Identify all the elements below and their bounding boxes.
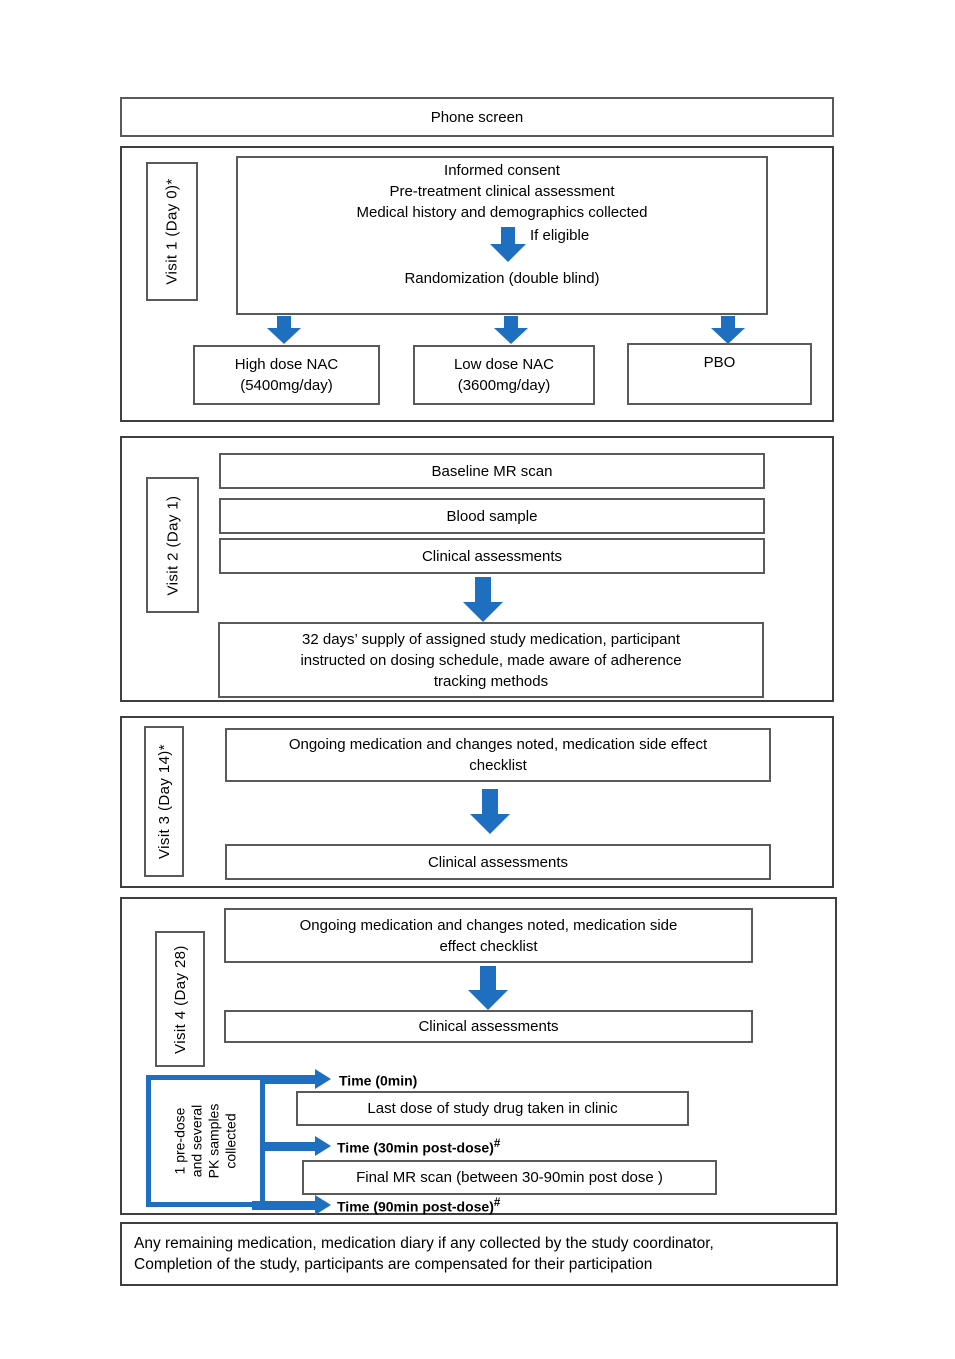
- last-dose-box: [296, 1091, 689, 1126]
- visit1-label: Visit 1 (Day 0)*: [163, 178, 181, 285]
- footer-box: [120, 1222, 838, 1286]
- supply-line-3: tracking methods: [433, 672, 549, 690]
- consent-lines: [236, 160, 768, 223]
- supply-line-1: 32 days’ supply of assigned study medication, participant: [302, 630, 680, 648]
- time-label-90min: Time (90min post-dose)#: [337, 1196, 501, 1215]
- if-eligible-label: If eligible: [530, 227, 590, 244]
- visit2-label: Visit 2 (Day 1): [164, 495, 182, 595]
- baseline-mr-scan-label: Baseline MR scan: [431, 462, 553, 480]
- high-dose-line-1: High dose NAC: [234, 356, 339, 373]
- visit2-clinical-assessments-box: [219, 538, 765, 574]
- footer-text: [122, 1224, 836, 1275]
- visit3-label: Visit 3 (Day 14)*: [155, 744, 173, 859]
- pk-samples-box: [146, 1075, 265, 1207]
- eligible-down-arrow: [490, 227, 526, 262]
- visit4-label: Visit 4 (Day 28): [171, 944, 189, 1054]
- time-arrow-0min: [263, 1069, 331, 1089]
- visit4-clinical-assessments-label: Clinical assessments: [418, 1018, 559, 1035]
- phone-screen-box: [120, 97, 834, 137]
- branch-arrow-low-dose: [494, 316, 528, 344]
- last-dose-label: Last dose of study drug taken in clinic: [367, 1100, 618, 1117]
- high-dose-line-2: (5400mg/day): [240, 377, 333, 394]
- visit2-label-box: [146, 477, 199, 613]
- visit3-ongoing-line-1: Ongoing medication and changes noted, medication side effect: [288, 736, 708, 753]
- pk-samples-label: 1 pre-dose and several PK samples collected: [171, 1103, 239, 1179]
- visit1-label-box: [146, 162, 198, 301]
- visit3-clinical-assessments-label: Clinical assessments: [427, 853, 569, 871]
- arm-box-high-dose: [193, 345, 380, 405]
- randomization-label: Randomization (double blind): [404, 270, 600, 287]
- baseline-mr-scan-box: [219, 453, 765, 489]
- branch-arrow-pbo: [711, 316, 745, 344]
- consent-line-2: Pre-treatment clinical assessment: [389, 183, 615, 200]
- visit4-ongoing-box: [224, 908, 753, 963]
- visit3-down-arrow: [470, 789, 510, 834]
- visit3-label-box: [144, 726, 184, 877]
- arm-box-low-dose: [413, 345, 595, 405]
- visit3-clinical-assessments-box: [225, 844, 771, 880]
- low-dose-line-2: (3600mg/day): [457, 377, 551, 394]
- blood-sample-box: [219, 498, 765, 534]
- arm-box-pbo: [627, 343, 812, 405]
- visit4-down-arrow: [468, 966, 508, 1010]
- visit2-down-arrow: [463, 577, 503, 622]
- supply-box: [218, 622, 764, 698]
- visit2-clinical-assessments-label: Clinical assessments: [421, 547, 563, 565]
- time-label-30min: Time (30min post-dose)#: [337, 1137, 501, 1156]
- visit4-ongoing-line-2: effect checklist: [439, 937, 538, 955]
- final-mr-scan-label: Final MR scan (between 30-90min post dose ): [356, 1169, 663, 1186]
- final-mr-scan-box: [302, 1160, 717, 1195]
- visit4-clinical-assessments-box: [224, 1010, 753, 1043]
- footer-line-1: Any remaining medication, medication diary if any collected by the study coordinator,: [134, 1235, 714, 1252]
- blood-sample-label: Blood sample: [446, 507, 538, 525]
- branch-arrow-high-dose: [267, 316, 301, 344]
- pbo-label: PBO: [703, 354, 736, 371]
- visit3-ongoing-box: [225, 728, 771, 782]
- time-arrow-90min: [252, 1195, 331, 1215]
- time-label-0min: Time (0min): [339, 1072, 418, 1089]
- phone-screen-label: Phone screen: [430, 108, 524, 126]
- consent-line-3: Medical history and demographics collected: [356, 204, 648, 221]
- footer-line-2: Completion of the study, participants are compensated for their participation: [134, 1256, 653, 1273]
- visit3-ongoing-line-2: checklist: [469, 757, 527, 774]
- time-arrow-30min: [263, 1136, 331, 1156]
- supply-line-2: instructed on dosing schedule, made aware of adherence: [300, 651, 682, 669]
- low-dose-line-1: Low dose NAC: [453, 356, 555, 373]
- consent-line-1: Informed consent: [444, 162, 560, 179]
- visit4-label-box: [155, 931, 205, 1067]
- visit4-ongoing-line-1: Ongoing medication and changes noted, medication side: [299, 916, 678, 934]
